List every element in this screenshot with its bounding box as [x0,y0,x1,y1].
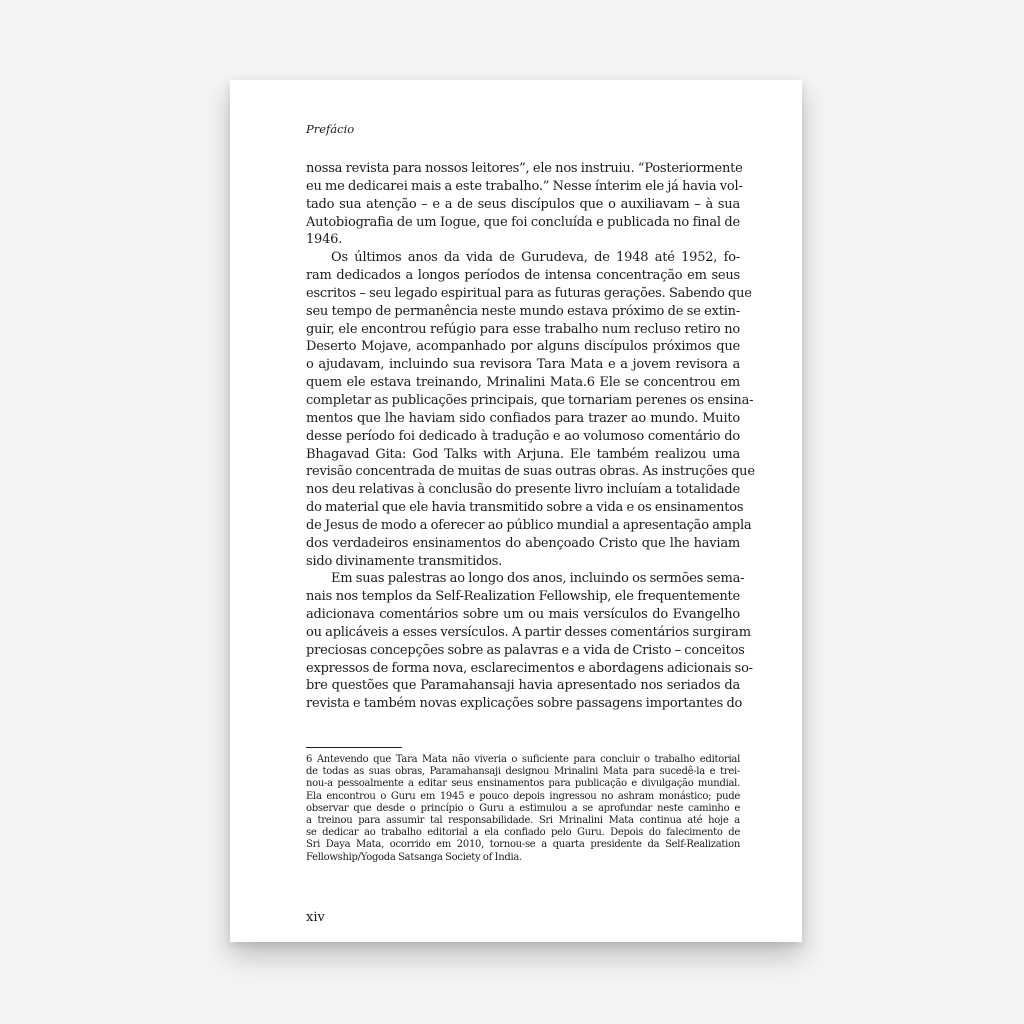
body-line: nossa revista para nossos leitores”, ele nos instruiu. “Posteriormente [306,161,743,176]
body-line: Deserto Mojave, acompanhado por alguns discípulos próximos que [306,339,740,355]
body-line: Autobiografia de um Iogue, que foi concluída e publicada no final de [306,214,740,230]
body-line: adicionava comentários sobre um ou mais versículos do Evangelho [306,607,740,623]
footnote-line: Fellowship/Yogoda Satsanga Society of India. [306,851,522,863]
body-line: sido divinamente transmitidos. [306,553,503,569]
footnote-line: se dedicar ao trabalho editorial a ela confiado pelo Guru. Depois do falecimento de [306,827,740,839]
body-line: dos verdadeiros ensinamentos do abençoado Cristo que lhe haviam [306,535,740,551]
body-text [306,160,755,713]
body-line: o ajudavam, incluindo sua revisora Tara Mata e a jovem revisora a [306,357,740,373]
body-line: completar as publicações principais, que tornariam perenes os ensina- [306,392,754,408]
footnote-line: a treinou para assumir tal responsabilidade. Sri Mrinalini Mata continua até hoje a [306,814,740,826]
footnote-divider [306,747,402,748]
body-line: revista e também novas explicações sobre passagens importantes do [306,696,743,712]
body-line: 1946. [306,232,343,248]
body-line: expressos de forma nova, esclarecimentos e abordagens adicionais so- [306,660,753,676]
body-line: de Jesus de modo a oferecer ao público mundial a apresentação ampla [306,517,752,533]
body-line: nais nos templos da Self-Realization Fellowship, ele frequentemente [306,589,740,605]
body-line: revisão concentrada de muitas de suas outras obras. As instruções que [306,464,755,480]
page-number: xiv [306,910,325,925]
body-line: bre questões que Paramahansaji havia apresentado nos seriados da [306,678,740,694]
body-line: eu me dedicarei mais a este trabalho.” Nesse ínterim ele já havia vol- [306,178,743,194]
footnote-line: Ela encontrou o Guru em 1945 e pouco depois ingressou no ashram monástico; pude [306,790,740,802]
body-line: desse período foi dedicado à tradução e ao volumoso comentário do [306,428,740,444]
body-line: Em suas palestras ao longo dos anos, incluindo os sermões sema- [331,571,745,587]
body-line: nos deu relativas à conclusão do presente livro incluíam a totalidade [306,482,740,498]
footnote [306,754,740,864]
running-head: Prefácio [306,122,355,136]
body-line: Os últimos anos da vida de Gurudeva, de 1948 até 1952, fo- [331,250,740,266]
body-line: seu tempo de permanência neste mundo estava próximo de se extin- [306,303,740,319]
footnote-line: Sri Daya Mata, ocorrido em 2010, tornou-se a quarta presidente da Self-Realization [306,839,740,851]
body-line: mentos que lhe haviam sido confiados para trazer ao mundo. Muito [306,410,740,426]
footnote-line: de todas as suas obras, Paramahansaji designou Mrinalini Mata para sucedê-la e trei- [306,766,740,778]
body-line: guir, ele encontrou refúgio para esse trabalho num recluso retiro no [306,321,740,337]
footnote-line: 6 Antevendo que Tara Mata não viveria o suficiente para concluir o trabalho editorial [306,754,740,765]
footnote-line: observar que desde o princípio o Guru a estimulou a se aprofundar neste caminho e [306,802,740,814]
body-line: do material que ele havia transmitido sobre a vida e os ensinamentos [306,500,744,516]
footnote-line: nou-a pessoalmente a editar seus ensinamentos para publicação e divulgação mundial. [306,778,740,790]
book-page [230,80,802,942]
body-line: quem ele estava treinando, Mrinalini Mata.6 Ele se concentrou em [306,375,740,391]
body-line: tado sua atenção – e a de seus discípulos que o auxiliavam – à sua [306,196,740,212]
body-line: escritos – seu legado espiritual para as futuras gerações. Sabendo que [306,285,752,301]
body-line: Bhagavad Gita: God Talks with Arjuna. Ele também realizou uma [306,446,740,462]
body-line: preciosas concepções sobre as palavras e a vida de Cristo – conceitos [306,642,745,658]
body-line: ram dedicados a longos períodos de intensa concentração em seus [306,268,740,284]
body-line: ou aplicáveis a esses versículos. A partir desses comentários surgiram [306,624,751,640]
